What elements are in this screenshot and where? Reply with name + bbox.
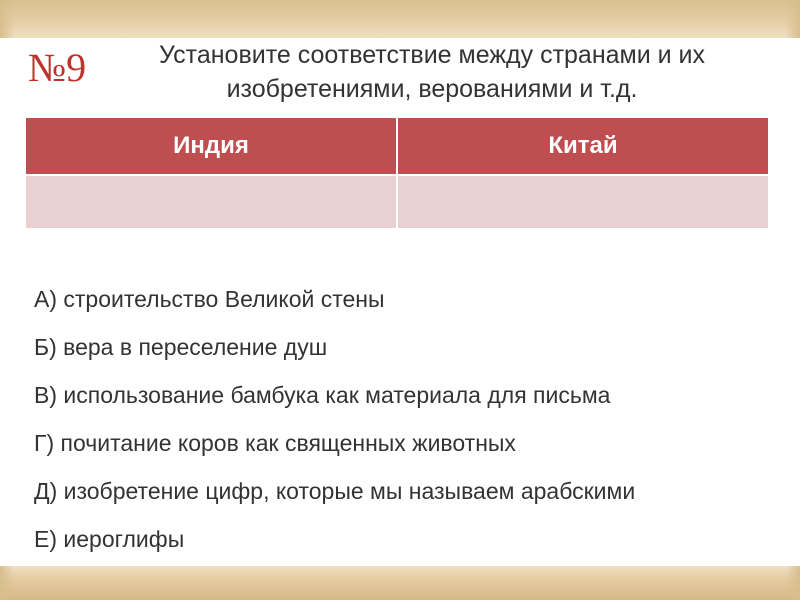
- option-g: Г) почитание коров как священных животных: [34, 430, 516, 456]
- header-china: Китай: [397, 118, 768, 175]
- option-d: Д) изобретение цифр, которые мы называем арабскими: [34, 478, 636, 504]
- cell-china: [397, 175, 768, 228]
- table-header-row: [26, 118, 768, 175]
- slide-title: Установите соответствие между странами и их изобретениями, верованиями и т.д.: [158, 41, 706, 103]
- option-e: Е) иероглифы: [34, 526, 185, 552]
- option-b: Б) вера в переселение душ: [34, 334, 328, 360]
- option-v: В) использование бамбука как материала для письма: [34, 382, 611, 408]
- task-number: №9: [28, 45, 87, 90]
- options-list: [34, 282, 635, 570]
- parchment-bottom-border: [0, 566, 800, 600]
- parchment-top-border: [0, 0, 800, 40]
- matching-table: [26, 118, 768, 228]
- cell-india: [26, 175, 397, 228]
- header-india: Индия: [26, 118, 397, 175]
- option-a: А) строительство Великой стены: [34, 286, 385, 312]
- table-row: [26, 175, 768, 228]
